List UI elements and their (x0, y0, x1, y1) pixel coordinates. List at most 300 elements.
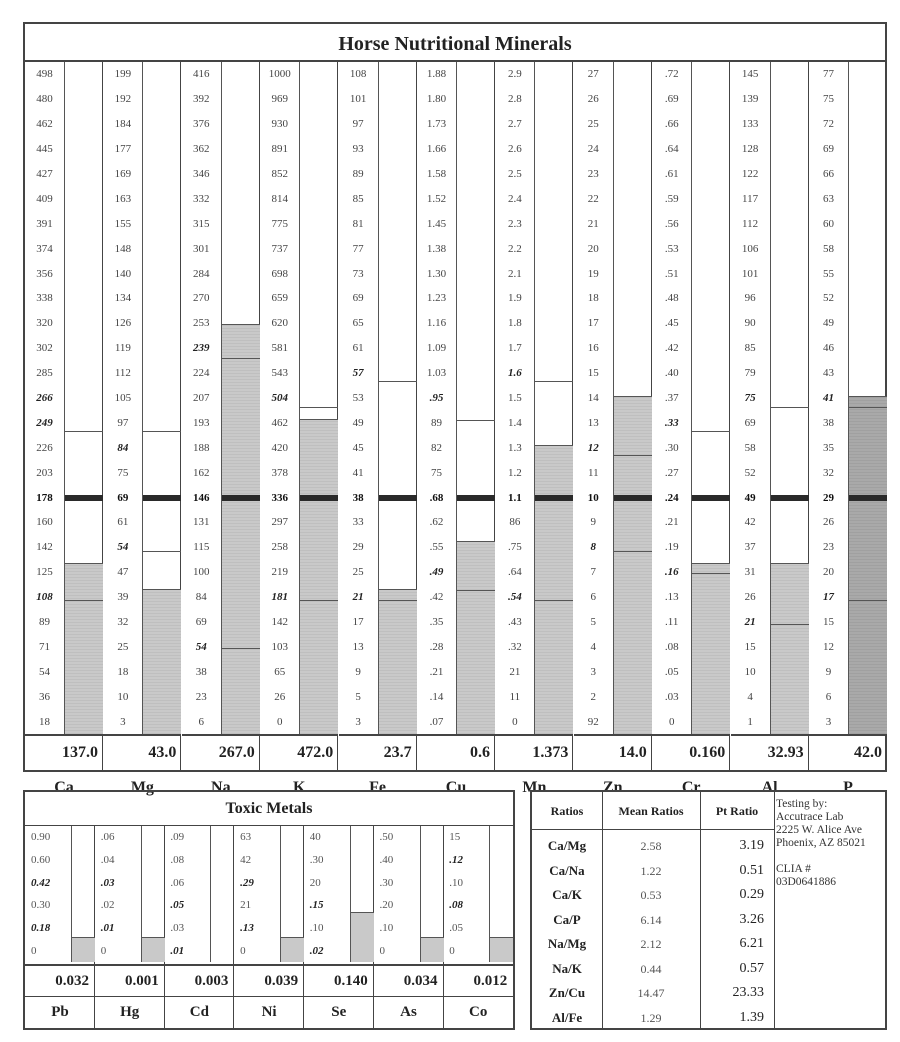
scale-tick: .02 (100, 899, 115, 912)
mineral-value: 42.0 (809, 734, 887, 770)
mineral-value: 32.93 (731, 734, 809, 770)
scale-tick: 41 (352, 466, 364, 479)
mean-marker (457, 495, 495, 501)
level-bar-area (350, 826, 374, 962)
scale-tick: 698 (271, 267, 288, 280)
reference-line-upper (614, 455, 652, 456)
ratio-name: Ca/Mg (547, 838, 587, 853)
scale-tick: 115 (193, 541, 210, 554)
scale (103, 62, 142, 734)
toxic-value: 0.001 (95, 964, 165, 996)
mean-marker (614, 495, 652, 501)
scale-tick: .61 (664, 168, 679, 180)
scale-tick: 2.9 (508, 68, 522, 81)
scale-tick: 253 (193, 317, 210, 330)
scale-tick: 8 (590, 541, 597, 554)
scale-tick: 356 (36, 267, 53, 280)
scale-tick: 16 (587, 342, 599, 355)
scale-tick: .35 (429, 616, 444, 628)
scale-tick: 112 (742, 217, 759, 230)
pt-ratio-value: 0.51 (739, 862, 764, 878)
scale-tick: .16 (664, 566, 679, 579)
scale-tick: 43 (823, 367, 834, 380)
scale-tick: .06 (170, 876, 185, 889)
ratio-row (532, 1006, 774, 1031)
scale-tick: 1.5 (508, 392, 522, 404)
scale-tick: .03 (664, 690, 679, 703)
scale-tick: 6 (825, 690, 832, 703)
scale-tick: 85 (744, 342, 756, 355)
scale-tick: .72 (664, 68, 679, 81)
scale-tick: 4 (590, 640, 597, 653)
scale-tick: 0.60 (31, 854, 51, 866)
scale-tick: 3 (355, 715, 361, 728)
scale-tick: .56 (664, 217, 679, 230)
scale-tick: 32 (117, 616, 129, 628)
mineral-symbol: P (809, 770, 887, 806)
scale-tick: 462 (36, 118, 53, 131)
ratio-row (532, 834, 774, 859)
scale-tick: 814 (271, 192, 288, 205)
scale-tick: .13 (240, 922, 254, 934)
scale-tick: 84 (117, 441, 129, 454)
scale-tick: 17 (352, 616, 364, 628)
ratio-name: Na/Mg (547, 936, 587, 951)
lab-name: Accutrace Lab (776, 811, 844, 823)
reference-line-upper (143, 431, 181, 432)
scale-tick: 148 (114, 242, 132, 255)
scale-tick: 19 (587, 267, 599, 280)
scale-tick: 581 (271, 342, 288, 355)
toxic-column-pb (25, 826, 95, 1028)
scale-tick: 49 (744, 491, 756, 504)
mean-marker (65, 495, 103, 501)
scale-tick: 1.7 (508, 342, 522, 355)
divider (774, 792, 775, 1028)
scale-tick: 22 (587, 192, 599, 205)
scale-tick: 66 (823, 168, 834, 180)
scale-tick: 852 (271, 168, 288, 180)
scale-tick: 320 (36, 317, 53, 330)
scale-tick: 25 (352, 566, 364, 579)
lab-address-line2: Phoenix, AZ 85021 (776, 837, 866, 849)
scale (182, 62, 221, 734)
scale-tick: 20 (823, 566, 834, 579)
scale-tick: 125 (36, 566, 53, 579)
scale-tick: 77 (352, 242, 364, 255)
scale-tick: 9 (355, 665, 361, 678)
pt-ratio-value: 0.57 (739, 960, 764, 976)
scale-tick: 38 (195, 665, 207, 678)
reference-line-lower (771, 624, 809, 625)
scale (260, 62, 299, 734)
mean-ratio-value: 6.14 (640, 912, 662, 927)
scale-tick: 79 (744, 367, 756, 380)
scale-tick: 1.88 (426, 68, 447, 81)
reference-line-upper (771, 407, 809, 408)
scale-tick: 301 (193, 242, 210, 255)
scale-tick: 775 (271, 217, 288, 230)
scale-tick: 1.80 (426, 93, 447, 106)
scale-tick: 58 (823, 242, 834, 255)
scale-tick: 13 (587, 416, 599, 429)
scale-tick: 54 (195, 640, 207, 653)
scale-tick: 891 (271, 143, 288, 156)
reference-line-lower (143, 551, 181, 552)
scale-tick: 84 (195, 591, 207, 604)
level-bar (849, 396, 887, 734)
scale-tick: 2.3 (508, 217, 522, 230)
scale-tick: 23 (587, 168, 599, 180)
scale-tick: .42 (664, 342, 679, 355)
toxic-column-hg (95, 826, 165, 1028)
reference-line-lower (222, 648, 260, 649)
mean-marker (300, 495, 338, 501)
pt-ratio-value: 6.21 (739, 936, 764, 951)
ratio-name: Zn/Cu (548, 985, 586, 1000)
scale-tick: 33 (352, 516, 364, 529)
scale-tick: .45 (664, 317, 679, 330)
scale-tick: 122 (741, 168, 759, 180)
mineral-value: 0.6 (417, 734, 495, 770)
scale-tick: 13 (352, 640, 364, 653)
toxic-value: 0.012 (443, 964, 513, 996)
scale-tick: 1.1 (508, 491, 522, 504)
scale-tick: .09 (170, 831, 185, 844)
scale-tick: .06 (100, 831, 115, 844)
scale-tick: 89 (431, 416, 442, 429)
scale-tick: 26 (744, 591, 756, 604)
scale-tick: 29 (352, 541, 364, 554)
scale-tick: 346 (193, 168, 210, 180)
scale-tick: 108 (349, 68, 367, 81)
scale-tick: .32 (508, 640, 522, 653)
scale-tick: 21 (587, 217, 599, 230)
scale (374, 826, 420, 962)
scale-tick: 0 (276, 715, 283, 728)
scale-tick: 219 (271, 566, 288, 579)
scale-tick: 21 (352, 591, 364, 604)
scale-tick: 112 (114, 367, 131, 380)
toxic-symbol: As (374, 996, 444, 1028)
level-bar-area (221, 62, 260, 734)
toxic-column-ni (234, 826, 304, 1028)
scale-tick: 15 (744, 640, 756, 653)
mean-ratio-value: 1.22 (640, 863, 662, 878)
scale-tick: 498 (36, 68, 53, 81)
scale-tick: 10 (744, 665, 756, 678)
toxic-symbol: Ni (234, 996, 304, 1028)
toxic-value: 0.032 (25, 964, 95, 996)
scale-tick: 338 (36, 292, 53, 305)
level-bar-area (378, 62, 417, 734)
scale-tick: .55 (429, 541, 444, 554)
mineral-symbol: Al (731, 770, 809, 806)
scale-tick: .04 (100, 854, 115, 866)
scale-tick: 58 (744, 441, 756, 454)
scale-tick: 169 (114, 168, 132, 180)
mean-ratio-value: 1.29 (640, 1010, 662, 1025)
testing-by-label: Testing by: (776, 798, 828, 810)
scale-tick: 63 (823, 192, 834, 205)
lab-info (776, 798, 886, 889)
scale-tick: 61 (117, 516, 129, 529)
mineral-value: 43.0 (103, 734, 181, 770)
scale-tick: 285 (36, 367, 53, 380)
scale-tick: 1.3 (508, 441, 522, 454)
level-bar (351, 912, 374, 962)
scale-tick: 480 (36, 93, 53, 106)
ratio-row (532, 883, 774, 908)
scale-tick: 2.8 (508, 93, 522, 106)
reference-line-lower (379, 600, 417, 601)
scale-tick: .12 (449, 854, 463, 866)
scale-tick: 1.23 (426, 292, 447, 305)
reference-line-lower (614, 551, 652, 552)
scale-tick: 96 (744, 292, 756, 305)
mineral-column-cu (417, 62, 495, 796)
level-bar (379, 589, 417, 734)
scale-tick: .05 (449, 922, 463, 934)
scale-tick: 203 (36, 466, 53, 479)
scale-tick: 0.90 (31, 831, 51, 844)
scale-tick: 192 (114, 93, 132, 106)
scale-tick: 25 (587, 118, 599, 131)
scale-tick: 2.5 (508, 168, 522, 180)
mineral-symbol: Mg (103, 770, 181, 806)
scale-tick: 0 (668, 715, 675, 728)
level-bar (65, 563, 103, 734)
pt-ratio-value: 0.29 (739, 887, 764, 902)
scale-tick: 504 (271, 392, 288, 404)
scale-tick: 9 (825, 665, 832, 678)
scale-tick: 89 (39, 616, 50, 628)
toxic-symbol: Co (443, 996, 513, 1028)
clia-label: CLIA # (776, 863, 811, 875)
scale-tick: 193 (193, 416, 210, 429)
scale-tick: 0 (240, 944, 246, 957)
reference-line-lower (300, 600, 338, 601)
scale-tick: 10 (117, 690, 129, 703)
scale-tick: 61 (352, 342, 364, 355)
scale-tick: 25 (117, 640, 129, 653)
scale-tick: 1.9 (508, 292, 522, 305)
scale-tick: .50 (379, 831, 394, 844)
scale-tick: 10 (587, 491, 599, 504)
scale-tick: 65 (352, 317, 364, 330)
scale-tick: .14 (429, 690, 444, 703)
scale-tick: 378 (271, 466, 288, 479)
scale-tick: 199 (114, 68, 132, 81)
scale-tick: 1.03 (426, 367, 447, 380)
scale-tick: 11 (509, 690, 521, 703)
scale-tick: .10 (449, 876, 463, 889)
scale-tick: 36 (39, 690, 50, 703)
scale-tick: 7 (590, 566, 597, 579)
scale-tick: 103 (271, 640, 288, 653)
scale-tick: .20 (379, 899, 394, 912)
scale-tick: .66 (664, 118, 679, 131)
scale-tick: 1.8 (508, 317, 522, 330)
pt-ratio-value: 3.26 (739, 911, 764, 927)
scale-tick: 23 (195, 690, 207, 703)
scale-tick: .64 (508, 566, 522, 579)
scale-tick: 0.18 (31, 922, 51, 934)
scale-tick: .30 (379, 876, 394, 889)
toxic-symbol: Hg (95, 996, 165, 1028)
scale-tick: .43 (508, 616, 522, 628)
mean-marker (771, 495, 809, 501)
scale-tick: 445 (36, 143, 53, 156)
scale-tick: 42 (744, 516, 756, 529)
scale (443, 826, 489, 962)
scale-tick: 69 (117, 491, 129, 504)
minerals-chart (23, 22, 887, 796)
scale-tick: 160 (36, 516, 53, 529)
mineral-symbol: Cr (652, 770, 730, 806)
scale-tick: 374 (36, 242, 53, 255)
mineral-symbol: Zn (574, 770, 652, 806)
scale-tick: 930 (271, 118, 288, 131)
scale-tick: 18 (117, 665, 129, 678)
mineral-symbol: Cu (417, 770, 495, 806)
scale-tick: .08 (449, 899, 463, 912)
scale-tick: .21 (429, 665, 444, 678)
scale-tick: 6 (198, 715, 205, 728)
scale-tick: 416 (193, 68, 210, 81)
reference-line-upper (222, 358, 260, 359)
ratio-row (532, 859, 774, 884)
scale-tick: .68 (429, 491, 444, 504)
scale-tick: 15 (823, 616, 834, 628)
scale-tick: .02 (309, 944, 324, 957)
scale-tick: .69 (664, 93, 679, 106)
scale-tick: 1.4 (508, 416, 522, 429)
ratios-panel (530, 790, 887, 1030)
scale (339, 62, 378, 734)
mineral-symbol: Na (182, 770, 260, 806)
scale-tick: 69 (823, 143, 834, 156)
scale-tick: 376 (193, 118, 210, 131)
scale-tick: 97 (117, 416, 129, 429)
scale-tick: 184 (114, 118, 132, 131)
scale-tick: 3 (825, 715, 832, 728)
scale-tick: 0 (379, 944, 385, 957)
toxic-metals-panel (23, 790, 515, 1030)
reference-line-upper (379, 381, 417, 382)
scale-tick: 40 (309, 831, 321, 844)
clia-number: 03D0641886 (776, 876, 837, 888)
scale-tick: 315 (193, 217, 210, 230)
reference-line-lower (535, 600, 573, 601)
scale-tick: 155 (114, 217, 132, 230)
scale-tick: 101 (349, 93, 367, 106)
toxic-value: 0.140 (304, 964, 374, 996)
level-bar-area (210, 826, 234, 962)
scale-tick: 239 (193, 342, 210, 355)
scale-tick: 26 (274, 690, 286, 703)
scale-tick: .29 (240, 876, 254, 889)
reference-line-lower (457, 590, 495, 591)
scale-tick: 55 (823, 267, 834, 280)
scale-tick: 42 (240, 854, 252, 866)
scale-tick: 145 (741, 68, 759, 81)
scale-tick: .01 (170, 944, 185, 957)
scale-tick: 1.45 (426, 217, 447, 230)
scale-tick: .13 (664, 591, 679, 604)
scale-tick: 620 (271, 317, 288, 330)
scale-tick: 409 (36, 192, 53, 205)
mineral-value: 472.0 (260, 734, 338, 770)
level-bar (142, 937, 165, 962)
mean-ratio-value: 14.47 (637, 986, 665, 1000)
scale-tick: .10 (309, 922, 324, 934)
ratio-name: Ca/K (552, 887, 582, 902)
scale-tick: 6 (590, 591, 597, 604)
scale-tick: .15 (309, 899, 324, 912)
scale-tick: 126 (114, 317, 132, 330)
scale-tick: 362 (193, 143, 210, 156)
toxic-value: 0.003 (164, 964, 234, 996)
pt-ratio-value: 23.33 (732, 985, 764, 1000)
toxic-value: 0.039 (234, 964, 304, 996)
scale-tick: 2.4 (508, 192, 522, 205)
ratio-row (532, 957, 774, 982)
scale-tick: 12 (823, 640, 834, 653)
level-bar-area (64, 62, 103, 734)
scale-tick: .48 (664, 292, 679, 305)
scale-tick: 177 (114, 143, 132, 156)
scale-tick: .08 (170, 854, 185, 866)
scale-tick: 73 (352, 267, 364, 280)
reference-line-upper (65, 431, 103, 432)
level-bar-area (280, 826, 304, 962)
scale-tick: 46 (823, 342, 834, 355)
scale-tick: 72 (823, 118, 834, 131)
mean-ratios-header: Mean Ratios (602, 792, 700, 830)
scale-tick: 90 (744, 317, 756, 330)
level-bar (222, 324, 260, 734)
scale-tick: 0.30 (31, 899, 51, 912)
scale-tick: 139 (741, 93, 759, 106)
scale-tick: 659 (271, 292, 288, 305)
scale-tick: 1.2 (508, 466, 522, 479)
scale-tick: 17 (587, 317, 599, 330)
reference-line-upper (300, 407, 338, 408)
level-bar (281, 937, 304, 962)
scale-tick: 266 (36, 392, 53, 404)
scale-tick: 57 (352, 367, 364, 380)
scale-tick: 24 (587, 143, 599, 156)
toxic-symbol: Pb (25, 996, 95, 1028)
scale-tick: 0 (449, 944, 455, 957)
scale-tick: 737 (271, 242, 288, 255)
ratio-name: Na/K (552, 960, 582, 976)
scale-tick: 128 (741, 143, 759, 156)
scale-tick: 63 (240, 831, 252, 844)
level-bar-area (420, 826, 444, 962)
scale-tick: 18 (39, 715, 50, 728)
mean-ratio-value: 2.12 (640, 937, 662, 951)
scale-tick: 52 (744, 466, 756, 479)
scale-tick: 65 (274, 665, 286, 678)
scale-tick: 49 (352, 416, 364, 429)
mineral-column-na (182, 62, 260, 796)
mean-marker (379, 495, 417, 501)
toxic-column-as (374, 826, 444, 1028)
scale-tick: 100 (193, 566, 210, 579)
toxic-column-se (304, 826, 374, 1028)
